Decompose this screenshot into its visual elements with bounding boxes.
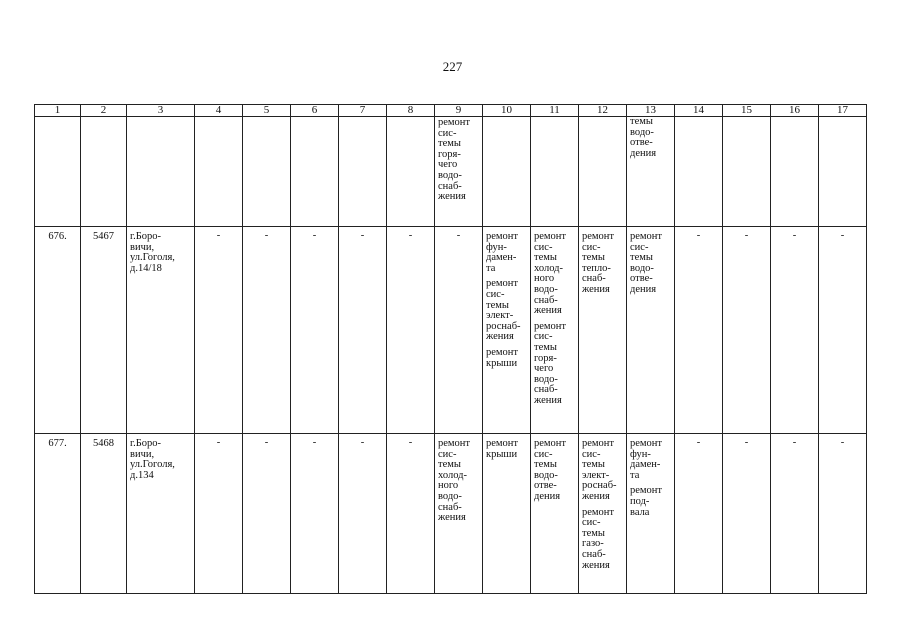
cell-dash: -	[387, 434, 435, 594]
cell-dash: -	[723, 434, 771, 594]
col-header-5: 5	[243, 105, 291, 117]
table-row	[35, 434, 867, 594]
col-header-15: 15	[723, 105, 771, 117]
work-item: ремонт сис- темы горя- чего водо- снаб- жения	[438, 117, 471, 203]
cell-dash: -	[195, 434, 243, 594]
work-item: ремонт сис- темы холод- ного водо- снаб- жения	[534, 231, 567, 317]
col-header-2: 2	[81, 105, 127, 117]
col-header-16: 16	[771, 105, 819, 117]
repair-schedule-table	[34, 104, 867, 594]
page-number: 227	[442, 59, 463, 74]
object-code: 5467	[81, 227, 127, 434]
work-item: ремонт фун- дамен- та	[630, 438, 663, 481]
works-col12	[579, 434, 627, 594]
work-item: ремонт крыши	[486, 438, 519, 460]
works-col10	[483, 227, 531, 434]
work-item: ремонт сис- темы холод- ного водо- снаб- жения	[438, 438, 471, 524]
col-header-3: 3	[127, 105, 195, 117]
col-header-13: 13	[627, 105, 675, 117]
cell-dash: -	[819, 227, 867, 434]
cell-dash: -	[723, 227, 771, 434]
continuation-col9	[435, 117, 483, 227]
works-col13	[627, 227, 675, 434]
col-header-7: 7	[339, 105, 387, 117]
col-header-11: 11	[531, 105, 579, 117]
col-header-12: 12	[579, 105, 627, 117]
cell-dash: -	[819, 434, 867, 594]
cell-dash: -	[435, 227, 483, 434]
works-col13	[627, 434, 675, 594]
work-item: ремонт сис- темы элект- роснаб- жения	[486, 278, 521, 343]
cell-dash: -	[339, 434, 387, 594]
work-item: темы водо- отве- дения	[630, 116, 657, 159]
work-item: ремонт фун- дамен- та	[486, 231, 519, 274]
object-address: г.Боро- вичи, ул.Гоголя, д.134	[127, 434, 195, 594]
cell-dash: -	[771, 227, 819, 434]
cell-dash: -	[387, 227, 435, 434]
cell-dash: -	[675, 227, 723, 434]
col-header-8: 8	[387, 105, 435, 117]
work-item: ремонт сис- темы элект- роснаб- жения	[582, 438, 617, 502]
col-header-17: 17	[819, 105, 867, 117]
cell-dash: -	[291, 434, 339, 594]
col-header-9: 9	[435, 105, 483, 117]
cell-dash: -	[291, 227, 339, 434]
header-row	[35, 105, 867, 117]
col-header-6: 6	[291, 105, 339, 117]
cell-dash: -	[243, 227, 291, 434]
works-col12	[579, 227, 627, 434]
object-address: г.Боро- вичи, ул.Гоголя, д.14/18	[127, 227, 195, 434]
cell-dash: -	[675, 434, 723, 594]
works-col11	[531, 227, 579, 434]
table-row	[35, 227, 867, 434]
cell-dash: -	[339, 227, 387, 434]
work-item: ремонт сис- темы газо- снаб- жения	[582, 506, 615, 571]
works-col11	[531, 434, 579, 594]
cell-dash: -	[195, 227, 243, 434]
col-header-10: 10	[483, 105, 531, 117]
col-header-1: 1	[35, 105, 81, 117]
work-item: ремонт сис- темы водо- отве- дения	[630, 231, 663, 295]
cell-dash: -	[243, 434, 291, 594]
work-item: ремонт сис- темы горя- чего водо- снаб- жения	[534, 320, 567, 406]
continuation-col13	[627, 117, 675, 227]
row-number: 676.	[35, 227, 81, 434]
table-row-continuation	[35, 117, 867, 227]
cell-dash: -	[771, 434, 819, 594]
work-item: ремонт под- вала	[630, 485, 663, 518]
work-item: ремонт сис- темы тепло- снаб- жения	[582, 231, 615, 295]
work-item: ремонт сис- темы водо- отве- дения	[534, 438, 567, 502]
works-col10	[483, 434, 531, 594]
col-header-4: 4	[195, 105, 243, 117]
work-item: ремонт крыши	[486, 346, 519, 369]
object-code: 5468	[81, 434, 127, 594]
row-number: 677.	[35, 434, 81, 594]
col-header-14: 14	[675, 105, 723, 117]
works-col9	[435, 434, 483, 594]
